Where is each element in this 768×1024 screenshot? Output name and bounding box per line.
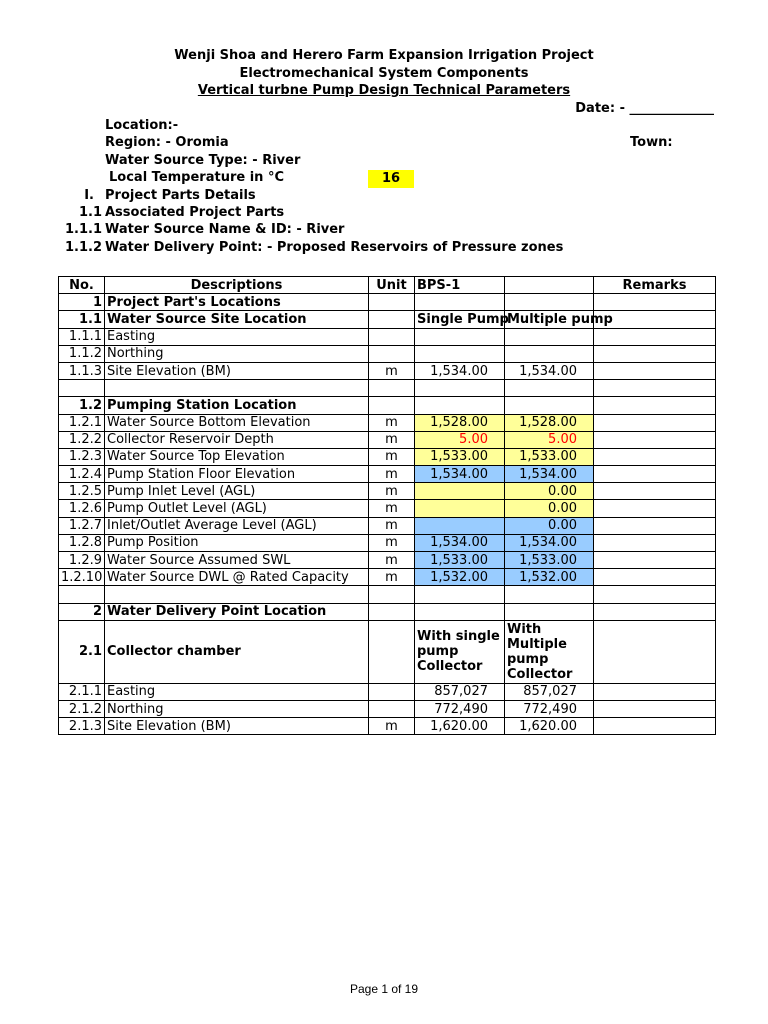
cell-value-single: 772,490 (415, 700, 505, 717)
cell-description: Site Elevation (BM) (105, 718, 369, 735)
cell-description: Pumping Station Location (105, 397, 369, 414)
item-number-1: 1.1.1 (64, 222, 102, 237)
cell-value-single: 1,534.00 (415, 362, 505, 379)
table-row (59, 345, 716, 362)
cell-description: Pump Position (105, 534, 369, 551)
cell-no: 1.1 (59, 311, 105, 328)
cell-value-single (415, 294, 505, 311)
cell-description: Collector Reservoir Depth (105, 431, 369, 448)
cell-remarks (594, 380, 716, 397)
table-row (59, 620, 716, 683)
cell-value-multiple: 1,533.00 (505, 448, 594, 465)
cell-description: Easting (105, 683, 369, 700)
cell-no: 2.1 (59, 620, 105, 683)
cell-value-multiple: 772,490 (505, 700, 594, 717)
cell-description: Northing (105, 345, 369, 362)
cell-description: Pump Inlet Level (AGL) (105, 483, 369, 500)
document-subtitle: Electromechanical System Components (239, 66, 529, 81)
cell-value-single (415, 603, 505, 620)
table-row (59, 700, 716, 717)
cell-remarks (594, 414, 716, 431)
cell-value-multiple (505, 345, 594, 362)
subsection-number: 1.1 (78, 205, 102, 220)
cell-remarks (594, 483, 716, 500)
table-row (59, 448, 716, 465)
date-field: Date: - _____________ (575, 101, 714, 116)
cell-value-multiple (505, 397, 594, 414)
item-label-2: Water Delivery Point: - Proposed Reservoirs of Pressure zones (105, 240, 564, 255)
document-heading: Vertical turbne Pump Design Technical Parameters (197, 83, 571, 98)
cell-value-multiple (505, 380, 594, 397)
cell-value-single: 1,528.00 (415, 414, 505, 431)
cell-no: 1.2.10 (59, 569, 105, 586)
document-title: Wenji Shoa and Herero Farm Expansion Irrigation Project (174, 48, 594, 63)
cell-value-single (415, 517, 505, 534)
table-row (59, 517, 716, 534)
table-header-row (59, 277, 716, 294)
cell-value-multiple: 1,533.00 (505, 552, 594, 569)
cell-value-single (415, 380, 505, 397)
cell-description: Pump Outlet Level (AGL) (105, 500, 369, 517)
water-source-type: Water Source Type: - River (105, 153, 301, 168)
cell-remarks (594, 466, 716, 483)
table-row (59, 380, 716, 397)
cell-no: 1.2.5 (59, 483, 105, 500)
cell-value-single (415, 397, 505, 414)
cell-value-multiple: 1,528.00 (505, 414, 594, 431)
cell-description: Water Source Top Elevation (105, 448, 369, 465)
cell-no: 1.2.4 (59, 466, 105, 483)
cell-value-multiple (505, 328, 594, 345)
cell-value-single: With single pump Collector (415, 620, 505, 683)
header-remarks: Remarks (594, 277, 716, 294)
cell-unit: m (369, 552, 415, 569)
cell-no: 1.1.3 (59, 362, 105, 379)
local-temperature-label: Local Temperature in °C (109, 170, 284, 185)
cell-value-single: 5.00 (415, 431, 505, 448)
cell-value-single: 1,533.00 (415, 552, 505, 569)
cell-unit: m (369, 569, 415, 586)
cell-remarks (594, 294, 716, 311)
cell-value-multiple: 1,534.00 (505, 362, 594, 379)
cell-value-multiple: 1,620.00 (505, 718, 594, 735)
cell-description (105, 586, 369, 603)
item-label-1: Water Source Name & ID: - River (105, 222, 345, 237)
local-temperature-value: 16 (368, 170, 414, 188)
cell-unit (369, 700, 415, 717)
cell-description: Site Elevation (BM) (105, 362, 369, 379)
cell-unit (369, 380, 415, 397)
cell-no (59, 586, 105, 603)
table-row (59, 311, 716, 328)
cell-value-single: 1,533.00 (415, 448, 505, 465)
cell-unit (369, 397, 415, 414)
cell-value-single (415, 345, 505, 362)
cell-remarks (594, 620, 716, 683)
cell-description: Water Source DWL @ Rated Capacity (105, 569, 369, 586)
cell-unit: m (369, 448, 415, 465)
cell-value-single: 1,534.00 (415, 466, 505, 483)
cell-description: Inlet/Outlet Average Level (AGL) (105, 517, 369, 534)
table-row (59, 534, 716, 551)
cell-no: 1.2.7 (59, 517, 105, 534)
cell-unit: m (369, 718, 415, 735)
cell-remarks (594, 569, 716, 586)
cell-unit: m (369, 534, 415, 551)
table-row (59, 603, 716, 620)
cell-unit (369, 294, 415, 311)
cell-value-multiple (505, 294, 594, 311)
cell-description: Collector chamber (105, 620, 369, 683)
cell-unit (369, 620, 415, 683)
header-blank (505, 277, 594, 294)
header-bps: BPS-1 (415, 277, 505, 294)
cell-no: 1.2.3 (59, 448, 105, 465)
cell-no: 2.1.1 (59, 683, 105, 700)
cell-value-single (415, 586, 505, 603)
cell-value-multiple: 1,534.00 (505, 466, 594, 483)
cell-remarks (594, 517, 716, 534)
cell-no: 1.1.2 (59, 345, 105, 362)
cell-value-single (415, 483, 505, 500)
header-descriptions: Descriptions (105, 277, 369, 294)
cell-remarks (594, 700, 716, 717)
cell-remarks (594, 552, 716, 569)
cell-unit: m (369, 414, 415, 431)
cell-description: Water Source Site Location (105, 311, 369, 328)
cell-no: 1.1.1 (59, 328, 105, 345)
table-row (59, 569, 716, 586)
cell-value-single (415, 328, 505, 345)
cell-unit (369, 586, 415, 603)
table-row (59, 483, 716, 500)
cell-remarks (594, 500, 716, 517)
section-number: I. (84, 188, 94, 203)
location-label: Location:- (105, 118, 179, 133)
cell-value-multiple: With Multiple pump Collector (505, 620, 594, 683)
cell-unit: m (369, 500, 415, 517)
table-row (59, 683, 716, 700)
table-row (59, 431, 716, 448)
cell-value-multiple: 1,534.00 (505, 534, 594, 551)
cell-description (105, 380, 369, 397)
cell-description: Northing (105, 700, 369, 717)
cell-value-multiple: 0.00 (505, 517, 594, 534)
cell-value-single: 1,534.00 (415, 534, 505, 551)
table-row (59, 397, 716, 414)
cell-no: 2.1.2 (59, 700, 105, 717)
cell-unit (369, 345, 415, 362)
cell-value-multiple (505, 586, 594, 603)
table-row (59, 294, 716, 311)
cell-value-multiple: 5.00 (505, 431, 594, 448)
town-label: Town: (630, 135, 673, 150)
cell-no: 1.2.1 (59, 414, 105, 431)
cell-remarks (594, 448, 716, 465)
cell-no: 1.2.2 (59, 431, 105, 448)
cell-description: Pump Station Floor Elevation (105, 466, 369, 483)
cell-remarks (594, 397, 716, 414)
cell-no (59, 380, 105, 397)
cell-description: Water Source Assumed SWL (105, 552, 369, 569)
cell-value-multiple: 0.00 (505, 483, 594, 500)
cell-value-single: 1,620.00 (415, 718, 505, 735)
cell-unit (369, 603, 415, 620)
cell-value-multiple (505, 603, 594, 620)
table-row (59, 328, 716, 345)
item-number-2: 1.1.2 (64, 240, 102, 255)
cell-description: Project Part's Locations (105, 294, 369, 311)
cell-no: 2 (59, 603, 105, 620)
cell-value-single: 857,027 (415, 683, 505, 700)
cell-remarks (594, 431, 716, 448)
cell-unit: m (369, 517, 415, 534)
cell-remarks (594, 362, 716, 379)
cell-unit: m (369, 431, 415, 448)
cell-value-multiple: 1,532.00 (505, 569, 594, 586)
cell-value-multiple: 857,027 (505, 683, 594, 700)
cell-unit: m (369, 483, 415, 500)
table-row (59, 718, 716, 735)
table-row (59, 586, 716, 603)
table-row (59, 362, 716, 379)
table-row (59, 552, 716, 569)
header-no: No. (59, 277, 105, 294)
cell-no: 1 (59, 294, 105, 311)
header-unit: Unit (369, 277, 415, 294)
subsection-label: Associated Project Parts (105, 205, 285, 220)
cell-remarks (594, 683, 716, 700)
cell-description: Water Source Bottom Elevation (105, 414, 369, 431)
parameters-table (58, 276, 716, 735)
cell-no: 2.1.3 (59, 718, 105, 735)
cell-unit: m (369, 362, 415, 379)
cell-remarks (594, 534, 716, 551)
cell-unit (369, 328, 415, 345)
table-row (59, 500, 716, 517)
table-row (59, 466, 716, 483)
region-label: Region: - Oromia (105, 135, 229, 150)
cell-remarks (594, 603, 716, 620)
table-row (59, 414, 716, 431)
section-label: Project Parts Details (105, 188, 256, 203)
cell-unit (369, 311, 415, 328)
cell-no: 1.2 (59, 397, 105, 414)
cell-value-multiple: Multiple pump (505, 311, 594, 328)
page-number: Page 1 of 19 (349, 982, 419, 996)
cell-no: 1.2.8 (59, 534, 105, 551)
cell-value-multiple: 0.00 (505, 500, 594, 517)
cell-description: Water Delivery Point Location (105, 603, 369, 620)
cell-value-single (415, 500, 505, 517)
cell-value-single: 1,532.00 (415, 569, 505, 586)
cell-remarks (594, 718, 716, 735)
cell-unit: m (369, 466, 415, 483)
cell-no: 1.2.9 (59, 552, 105, 569)
cell-unit (369, 683, 415, 700)
cell-description: Easting (105, 328, 369, 345)
cell-value-single: Single Pump (415, 311, 505, 328)
cell-remarks (594, 586, 716, 603)
cell-remarks (594, 328, 716, 345)
cell-no: 1.2.6 (59, 500, 105, 517)
cell-remarks (594, 345, 716, 362)
